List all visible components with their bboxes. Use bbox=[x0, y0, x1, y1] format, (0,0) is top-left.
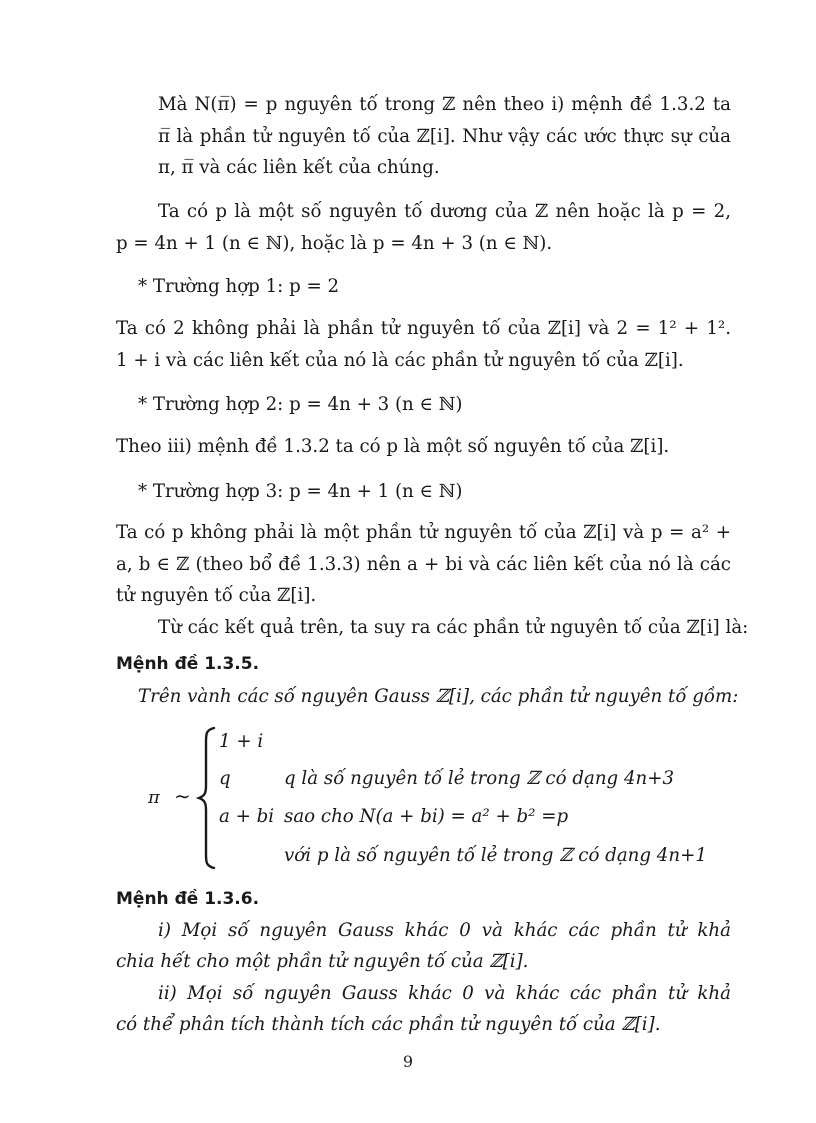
paragraph-line: Ta có p là một số nguyên tố dương của ℤ nên hoặc là p = 2, bbox=[158, 201, 731, 222]
page-number: 9 bbox=[402, 1052, 414, 1071]
paragraph-line: π̅ là phần tử nguyên tố của ℤ[i]. Như vậy các ước thực sự của bbox=[158, 126, 731, 147]
paragraph-line: Ta có p không phải là một phần tử nguyên tố của ℤ[i] và p = a² + bbox=[116, 522, 731, 543]
case-right: với p là số nguyên tố lẻ trong ℤ có dạng 4n+1 bbox=[284, 845, 707, 866]
case-left: 1 + i bbox=[219, 731, 264, 752]
paragraph-line: p = 4n + 1 (n ∈ ℕ), hoặc là p = 4n + 3 (n ∈ ℕ). bbox=[116, 233, 553, 254]
case-heading: * Trường hợp 2: p = 4n + 3 (n ∈ ℕ) bbox=[138, 394, 463, 415]
paragraph-line: Mà N(π̅) = p nguyên tố trong ℤ nên theo i) mệnh đề 1.3.2 ta bbox=[158, 94, 731, 115]
case-heading: * Trường hợp 3: p = 4n + 1 (n ∈ ℕ) bbox=[138, 481, 463, 502]
case-right: sao cho N(a + bi) = a² + b² =p bbox=[284, 806, 569, 827]
paragraph-line: tử nguyên tố của ℤ[i]. bbox=[116, 585, 317, 606]
left-brace-icon bbox=[196, 726, 218, 870]
proposition-line: ii) Mọi số nguyên Gauss khác 0 và khác các phần tử khả bbox=[158, 983, 731, 1004]
proposition-heading: Mệnh đề 1.3.6. bbox=[116, 889, 260, 909]
case-right: q là số nguyên tố lẻ trong ℤ có dạng 4n+3 bbox=[284, 768, 675, 789]
tilde-symbol: ∼ bbox=[174, 784, 191, 808]
paragraph-line: 1 + i và các liên kết của nó là các phần tử nguyên tố của ℤ[i]. bbox=[116, 350, 684, 371]
pi-symbol: π bbox=[148, 787, 160, 808]
proposition-line: có thể phân tích thành tích các phần tử nguyên tố của ℤ[i]. bbox=[116, 1014, 661, 1035]
case-heading: * Trường hợp 1: p = 2 bbox=[138, 276, 340, 297]
case-left: q bbox=[219, 768, 231, 789]
case-left: a + bi bbox=[219, 806, 275, 827]
proposition-statement: Trên vành các số nguyên Gauss ℤ[i], các phần tử nguyên tố gồm: bbox=[138, 686, 739, 707]
proposition-heading: Mệnh đề 1.3.5. bbox=[116, 654, 260, 674]
paragraph-line: Theo iii) mệnh đề 1.3.2 ta có p là một số nguyên tố của ℤ[i]. bbox=[116, 436, 670, 457]
paragraph-line: Từ các kết quả trên, ta suy ra các phần tử nguyên tố của ℤ[i] là: bbox=[158, 617, 749, 638]
proposition-line: chia hết cho một phần tử nguyên tố của ℤ[i]. bbox=[116, 951, 529, 972]
paragraph-line: π, π̅ và các liên kết của chúng. bbox=[158, 157, 440, 178]
paragraph-line: Ta có 2 không phải là phần tử nguyên tố của ℤ[i] và 2 = 1² + 1². bbox=[116, 318, 731, 339]
paragraph-line: a, b ∈ ℤ (theo bổ đề 1.3.3) nên a + bi và các liên kết của nó là các bbox=[116, 554, 731, 575]
proposition-line: i) Mọi số nguyên Gauss khác 0 và khác các phần tử khả bbox=[158, 920, 731, 941]
